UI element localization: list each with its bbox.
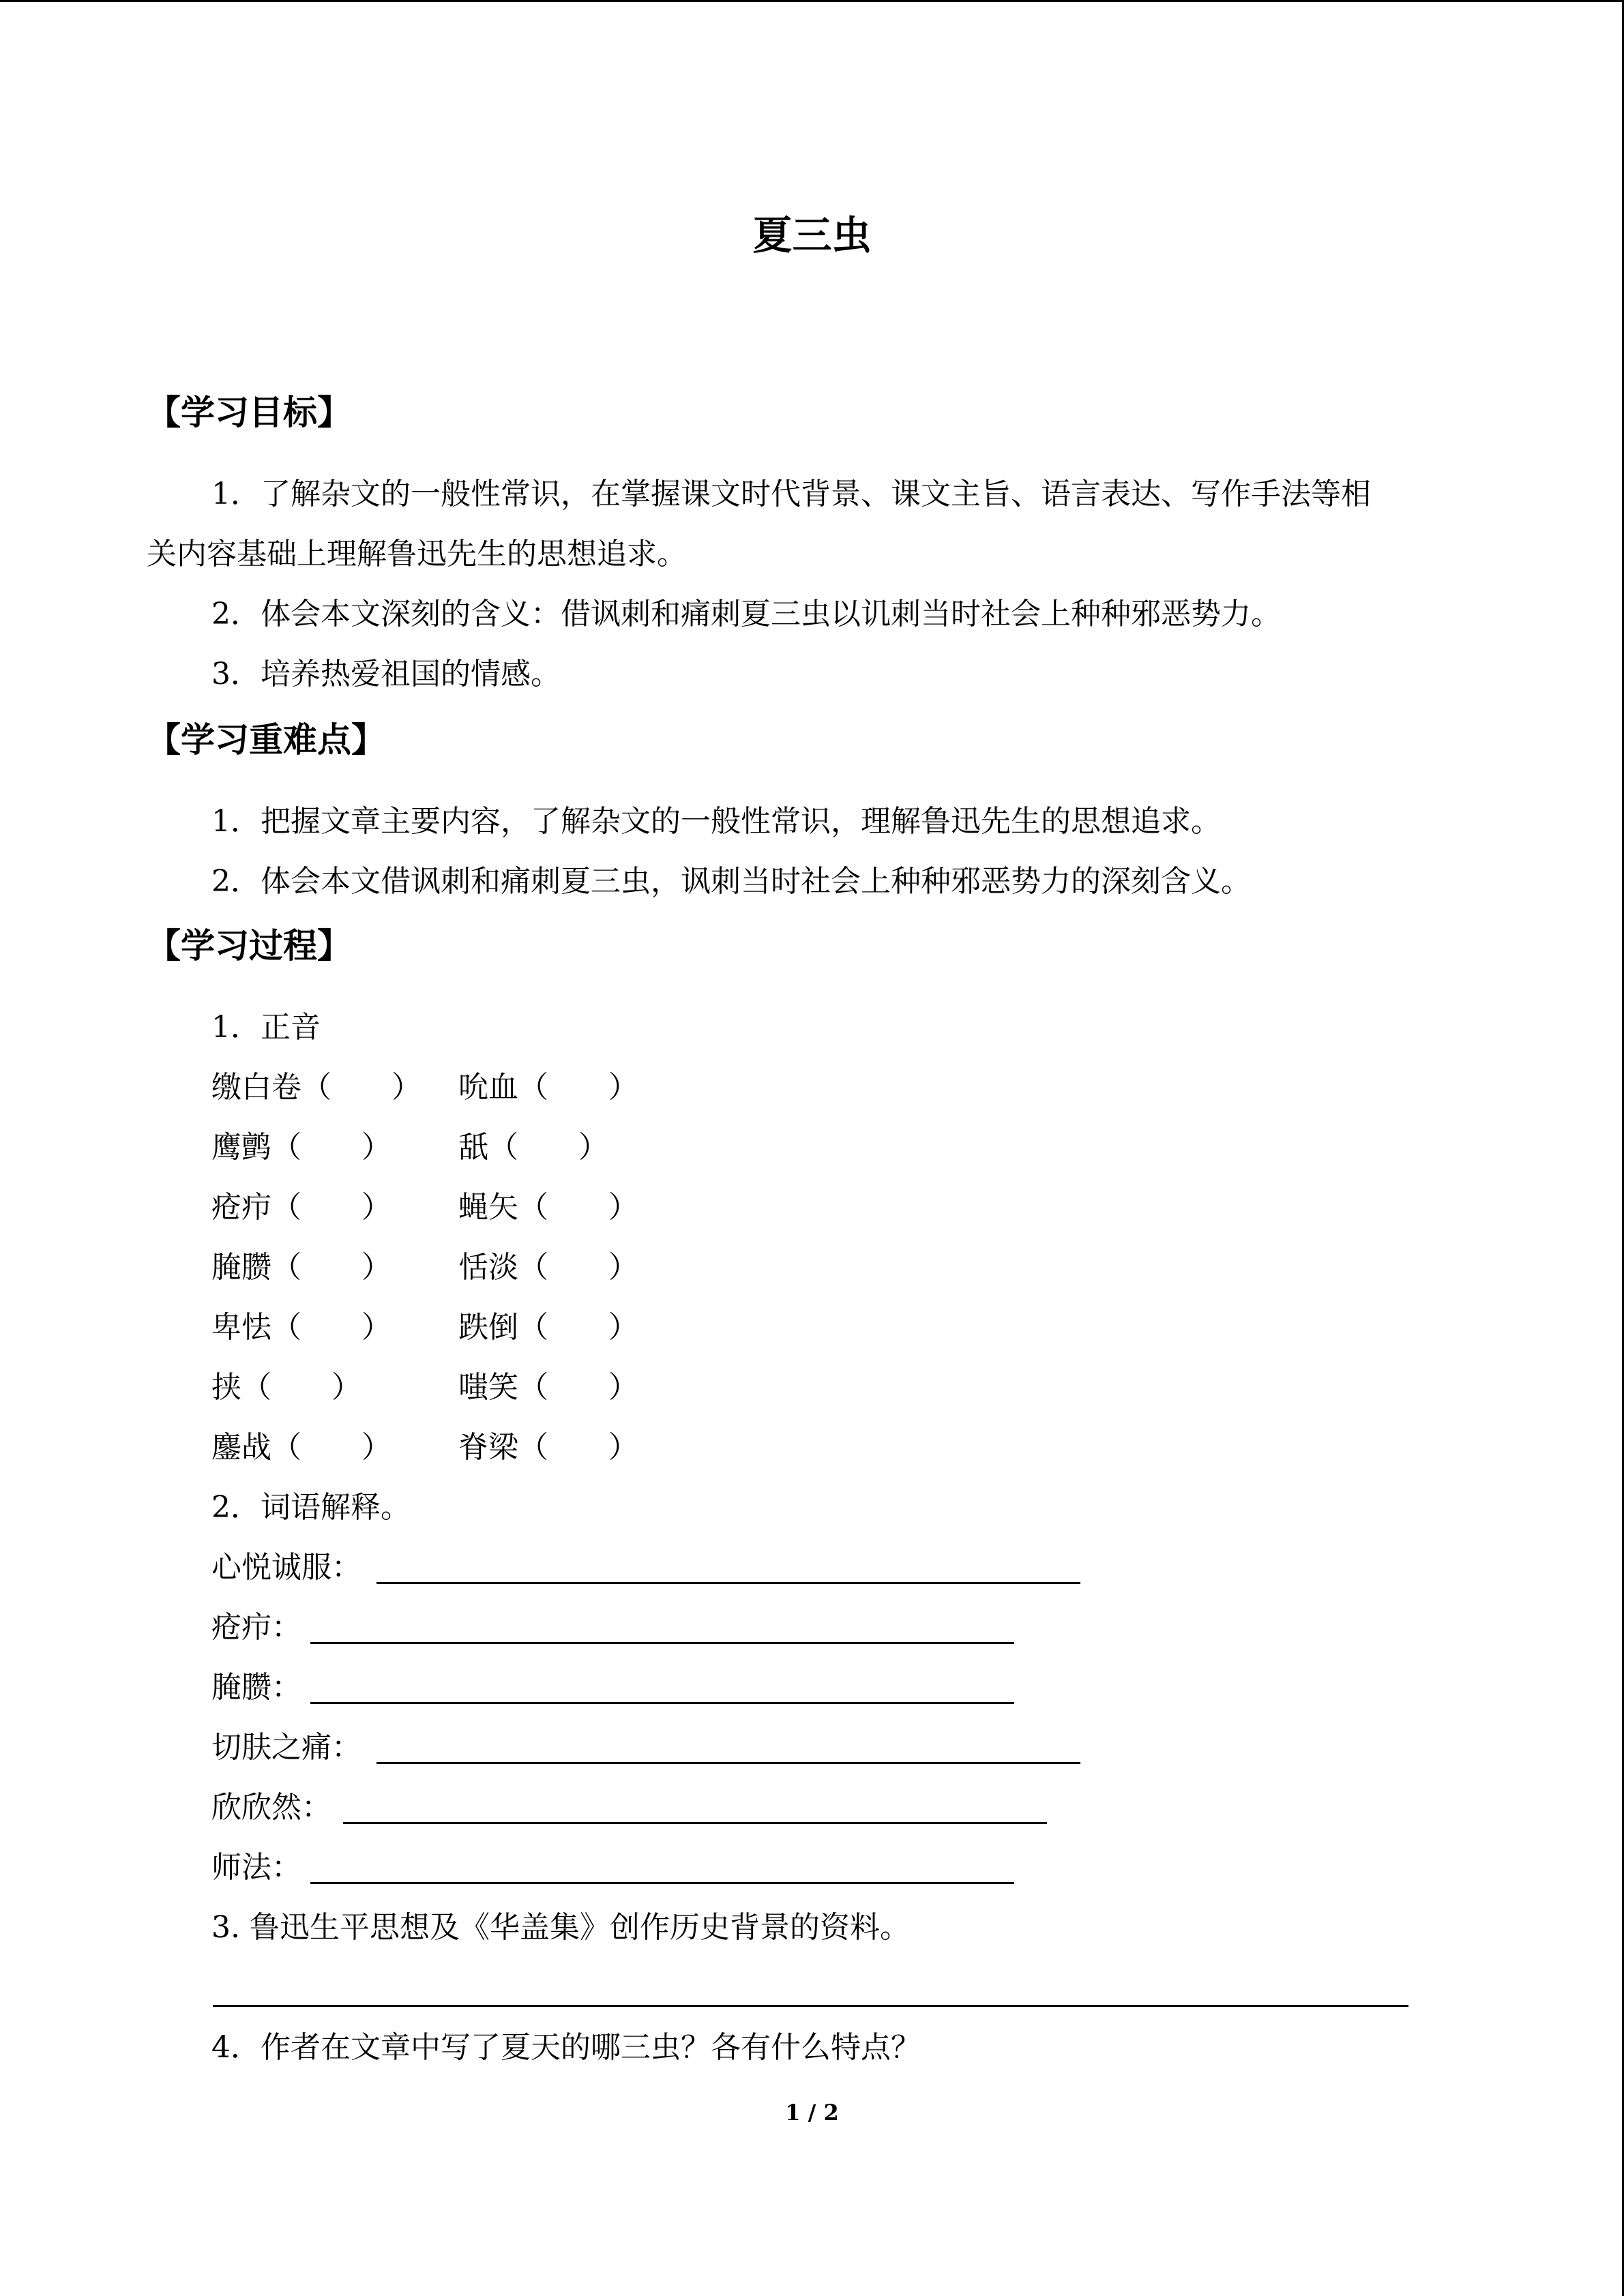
keypoint-item-2: 2．体会本文借讽刺和痛刺夏三虫，讽刺当时社会上种种邪恶势力的深刻含义。 [211, 864, 1251, 899]
term-label: 师法： [211, 1850, 301, 1885]
pronunciation-item: 挟（ ） [211, 1370, 361, 1405]
answer-blank-long[interactable] [213, 2005, 1408, 2007]
goal-item-2: 2．体会本文深刻的含义：借讽刺和痛刺夏三虫以讥刺当时社会上种种邪恶势力。 [211, 597, 1281, 631]
question-2-title: 2．词语解释。 [211, 1490, 411, 1525]
heading-learning-goals: 【学习目标】 [147, 393, 351, 432]
pronunciation-item: 疮疖（ ） [211, 1190, 392, 1225]
pronunciation-item: 舐（ ） [458, 1130, 608, 1165]
page-border-top [0, 0, 1624, 2]
pronunciation-item: 缴白卷（ ） [211, 1070, 422, 1105]
page-title: 夏三虫 [752, 212, 872, 258]
heading-learning-process: 【学习过程】 [147, 926, 351, 966]
pronunciation-item: 腌臜（ ） [211, 1250, 392, 1285]
question-3-title: 3. 鲁迅生平思想及《华盖集》创作历史背景的资料。 [211, 1910, 910, 1945]
answer-blank[interactable] [377, 1582, 1080, 1584]
question-1-title: 1．正音 [211, 1010, 321, 1045]
answer-blank[interactable] [343, 1822, 1047, 1824]
keypoint-item-1: 1．把握文章主要内容，了解杂文的一般性常识，理解鲁迅先生的思想追求。 [211, 804, 1221, 839]
heading-key-points: 【学习重难点】 [147, 720, 385, 760]
goal-item-1-line-2: 关内容基础上理解鲁迅先生的思想追求。 [147, 537, 687, 571]
pronunciation-item: 恬淡（ ） [458, 1250, 638, 1285]
term-label: 疮疖： [211, 1610, 301, 1645]
pronunciation-item: 鹰鹯（ ） [211, 1130, 392, 1165]
answer-blank[interactable] [310, 1702, 1014, 1704]
pronunciation-item: 吮血（ ） [458, 1070, 638, 1105]
pronunciation-item: 嗤笑（ ） [458, 1370, 638, 1405]
page-number: 1 / 2 [785, 2100, 839, 2126]
answer-blank[interactable] [310, 1882, 1014, 1884]
answer-blank[interactable] [310, 1642, 1014, 1644]
goal-item-3: 3．培养热爱祖国的情感。 [211, 657, 561, 691]
term-label: 切肤之痛： [211, 1730, 361, 1765]
pronunciation-item: 跌倒（ ） [458, 1310, 638, 1345]
term-label: 腌臜： [211, 1670, 301, 1705]
pronunciation-item: 卑怯（ ） [211, 1310, 392, 1345]
pronunciation-item: 鏖战（ ） [211, 1430, 392, 1465]
answer-blank[interactable] [377, 1762, 1080, 1764]
question-4-title: 4．作者在文章中写了夏天的哪三虫？各有什么特点？ [211, 2030, 921, 2065]
pronunciation-item: 脊梁（ ） [458, 1430, 638, 1465]
term-label: 心悦诚服： [211, 1550, 361, 1585]
pronunciation-item: 蝇矢（ ） [458, 1190, 638, 1225]
goal-item-1-line-1: 1．了解杂文的一般性常识，在掌握课文时代背景、课文主旨、语言表达、写作手法等相 [211, 477, 1371, 511]
term-label: 欣欣然： [211, 1790, 331, 1825]
